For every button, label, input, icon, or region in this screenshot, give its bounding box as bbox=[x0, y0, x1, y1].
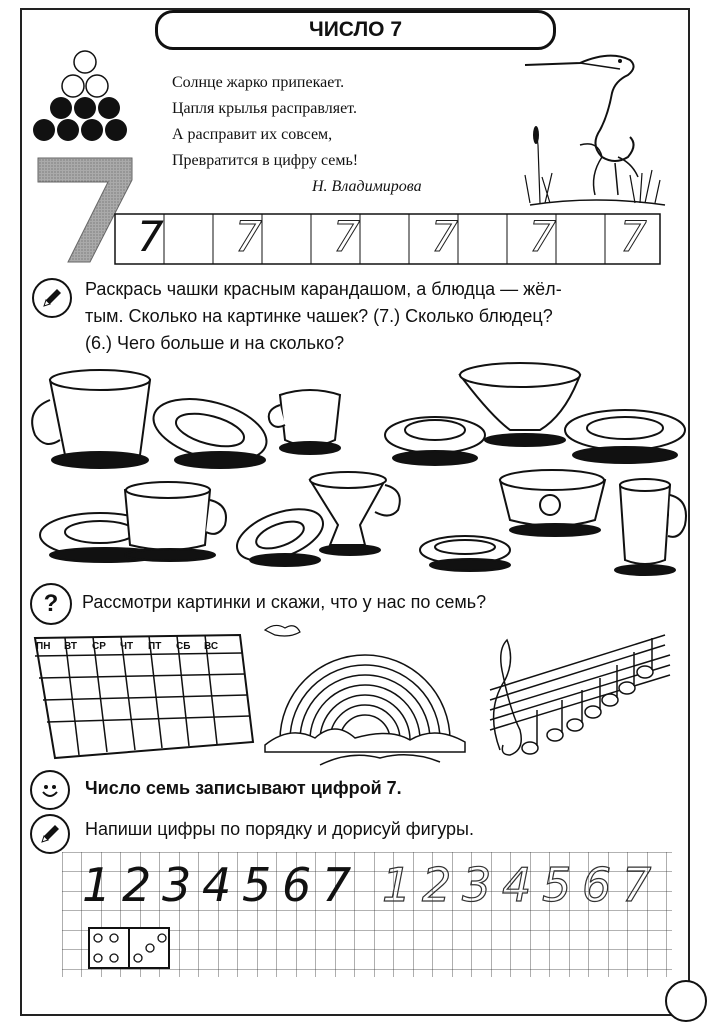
trace-digit: 7 bbox=[137, 212, 164, 261]
sequence-digit-dotted: 2 bbox=[422, 858, 452, 912]
sequence-digit-dotted: 6 bbox=[582, 858, 612, 912]
calendar-day: ПН bbox=[36, 641, 51, 652]
sequence-dotted bbox=[382, 858, 662, 912]
heron-illustration bbox=[520, 45, 670, 210]
pencil-icon bbox=[32, 278, 72, 318]
sequence-digit: 4 bbox=[202, 858, 232, 912]
poem-line: Солнце жарко припекает. bbox=[172, 74, 345, 91]
sequence-digit: 7 bbox=[322, 858, 352, 912]
task1-line: Раскрась чашки красным карандашом, а блюдца — жёл- bbox=[85, 279, 562, 299]
poem-author: Н. Владимирова bbox=[312, 178, 422, 195]
task1-line: тым. Сколько на картинке чашек? (7.) Сколько блюдец? bbox=[85, 306, 553, 326]
task1-text bbox=[85, 276, 685, 357]
task3-text: Напиши цифры по порядку и дорисуй фигуры. bbox=[85, 819, 474, 839]
sequence-digit: 5 bbox=[242, 858, 272, 912]
task2-text: Рассмотри картинки и скажи, что у нас по семь? bbox=[82, 592, 487, 612]
trace-digit: 7 bbox=[333, 212, 360, 261]
calendar-day: ВС bbox=[204, 641, 219, 652]
circle-pyramid bbox=[30, 50, 140, 150]
calendar-day: СР bbox=[92, 641, 106, 652]
sequence-digit-dotted: 4 bbox=[502, 858, 532, 912]
sequence-digit-dotted: 7 bbox=[622, 858, 652, 912]
sequence-digit-dotted: 3 bbox=[462, 858, 492, 912]
task1-line: (6.) Чего больше и на сколько? bbox=[85, 333, 345, 353]
calendar-days bbox=[36, 641, 232, 652]
trace-row bbox=[115, 212, 660, 267]
question-icon: ? bbox=[30, 583, 72, 625]
calendar-day: ЧТ bbox=[120, 641, 134, 652]
sequence-digit: 2 bbox=[122, 858, 152, 912]
music-notes-illustration bbox=[475, 620, 680, 770]
page-title: ЧИСЛО 7 bbox=[155, 10, 556, 50]
poem-line: Превратится в цифру семь! bbox=[172, 152, 359, 169]
calendar-day: СБ bbox=[176, 641, 191, 652]
trace-digit: 7 bbox=[235, 212, 262, 261]
poem-line: А расправит их совсем, bbox=[172, 126, 333, 143]
poem-line: Цапля крылья расправляет. bbox=[172, 100, 357, 117]
rainbow-illustration bbox=[260, 620, 470, 765]
poem bbox=[172, 70, 422, 200]
sequence-digit: 1 bbox=[82, 858, 112, 912]
calendar-day: ВТ bbox=[64, 641, 77, 652]
page-number-circle bbox=[665, 980, 707, 1022]
pencil-icon bbox=[30, 814, 70, 854]
sequence-digit-dotted: 5 bbox=[542, 858, 572, 912]
smile-icon bbox=[30, 770, 70, 810]
trace-digit: 7 bbox=[620, 212, 647, 261]
sequence-digit: 3 bbox=[162, 858, 192, 912]
sequence-solid bbox=[82, 858, 362, 912]
trace-digit: 7 bbox=[431, 212, 458, 261]
sequence-digit-dotted: 1 bbox=[382, 858, 412, 912]
trace-digit: 7 bbox=[529, 212, 556, 261]
rule-text: Число семь записывают цифрой 7. bbox=[85, 778, 402, 798]
sequence-digit: 6 bbox=[282, 858, 312, 912]
calendar-day: ПТ bbox=[148, 641, 162, 652]
cups-saucers-illustration bbox=[20, 360, 690, 580]
